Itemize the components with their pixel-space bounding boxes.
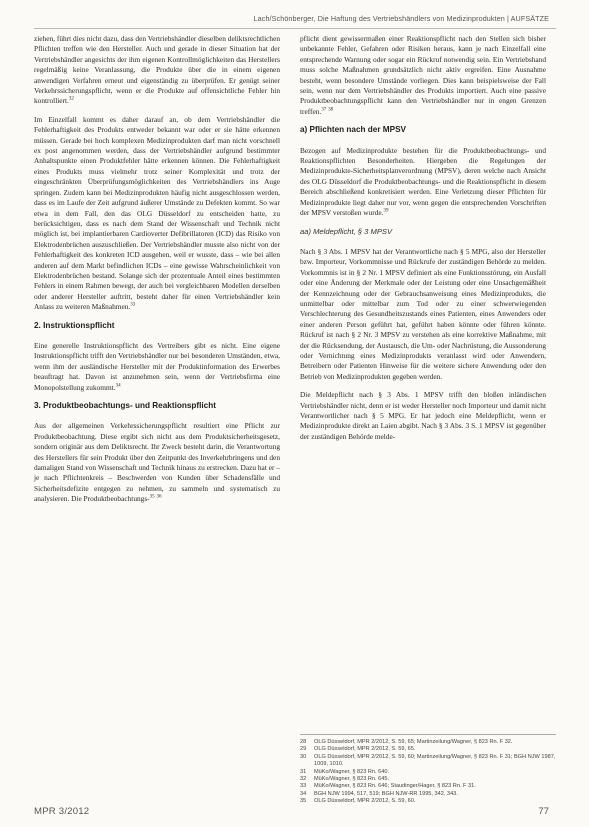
running-header: Lach/Schönberger, Die Haftung des Vertriebshändlers von Medizinprodukten | AUFSÄTZE bbox=[253, 14, 549, 23]
paragraph: Im Einzelfall kommt es daher darauf an, ob dem Vertriebshändler die Fehlerhaftigkeit des Produkts entweder bekannt war oder er sie hätte erkennen müssen. Gerade bei hoch komplexen Medizinprodukten darf man nicht vorschnell ex post angenommen werden, dass der Vertriebshändler aufgrund bestimmter Anhaltspunkte einen Produktfehler hätte erkennen können. Die Fehlerhaftigkeit eines Produkts muss vielmehr trotz seiner Komplexität und trotz der eingeschränkten Überprüfungsmöglichkeiten des Vertriebshändlers ins Auge springen. Zudem kann bei Medizinprodukten häufig nicht ausgeschlossen werden, dass es im Laufe der Zeit aufgrund äußerer Umstände zu Defekten kommt. So war etwa in dem Fall, den das OLG Düsseldorf zu entscheiden hatte, zu berücksichtigen, dass es nach dem Stand der Wissenschaft und Technik nicht möglich ist, bei implantierbaren Cardioverter Defibrillatoren (ICD) das Risiko von Elektrodenbrüchen auszuschließen. Der Vertriebshändler musste also nicht von der Fehlerhaftigkeit des konkreten ICD ausgehen, weil er wusste, dass – wie bei allen anderen auf dem Markt befindlichen ICDs – eine gewisse Wahrscheinlichkeit von Elektrodenbrüchen bestand. Solange sich der prozentuale Anteil eines bestimmten Fehlers in einem Rahmen bewegt, der auch bei vergleichbaren Modellen derselben oder anderer Hersteller auftritt, besteht daher für einen Vertriebshändler kein Anlass zu weiteren Maßnahmen.$^{33}$ bbox=[34, 114, 280, 312]
paragraph: Nach § 3 Abs. 1 MPSV hat der Verantwortliche nach § 5 MPG, also der Hersteller bzw. Importeur, Vorkommnisse und Rückrufe der zuständigen Behörde zu melden. Vorkommnis ist in § 2 Nr. 1 MPSV definiert als eine Funktionsstörung, ein Ausfall oder eine Änderung der Merkmale oder der Leistung oder eine Unsachgemäßheit der Kennzeichnung oder der Gebrauchsanweisung eines Medizinprodukts, die unmittelbar oder mittelbar zum Tod oder zu einer schwerwiegenden Verschlechterung des Gesundheitszustands eines Patienten, eines Anwenders oder einer anderen Person geführt hat, geführt haben könnte oder führen könnte. Rückruf ist nach § 2 Nr. 3 MPSV zu verstehen als eine korrektive Maßnahme, mit der die Rücksendung, der Austausch, die Um- oder Nachrüstung, die Aussonderung oder Vernichtung eines Medizinprodukts veranlasst wird oder Anwendern, Betreibern oder Patienten Hinweise für die weitere sichere Anwendung oder den Betrieb von Medizinprodukten gegeben werden. bbox=[300, 246, 546, 381]
paragraph: Aus der allgemeinen Verkehrssicherungspflicht resultiert eine Pflicht zur Produktbeobachtung. Diese ergibt sich nicht aus dem Produktsicherheitsgesetz, sondern originär aus dem Deliktsrecht. Ihr Zweck besteht darin, die Verantwortung des Herstellers für sein Produkt über den Zeitpunkt des Inverkehrbringens und den damaligen Stand von Wissenschaft und Technik hinaus zu erstrecken. Dazu hat er – je nach Pflichtenkreis – Beschwerden von Kunden über Schadensfälle und Sicherheitsdefizite entgegen zu nehmen, zu sammeln und systematisch zu analysieren. Die Produktbeobachtungs-$^{35}$ $^{36}$ bbox=[34, 421, 280, 504]
paragraph: Eine generelle Instruktionspflicht des Vertreibers gibt es nicht. Eine eigene Instruktionspflicht trifft den Vertriebshändler nur bei besonderen Umständen, etwa, wenn ihm der ausländische Hersteller mit der Produktinformation des Erwerbes beauftragt hat. Davon ist anzunehmen sein, wenn der Vertriebsfirma eine Monopolstellung zukommt.$^{34}$ bbox=[34, 340, 280, 392]
footnote-ref[interactable]: 32 bbox=[68, 97, 74, 102]
footnote-ref[interactable]: 38 bbox=[328, 107, 334, 113]
section-heading: 2. Instruktionspflicht bbox=[34, 320, 115, 330]
subsection-heading: a) Pflichten nach der MPSV bbox=[300, 125, 407, 135]
header-rule bbox=[34, 28, 556, 29]
section-heading: 3. Produktbeobachtungs- und Reaktionspflicht bbox=[34, 401, 216, 410]
footnote-ref[interactable]: 36 bbox=[156, 494, 162, 500]
paragraph: Die Meldepflicht nach § 3 Abs. 1 MPSV trifft den bloßen inländischen Vertriebshändler nicht, denn er ist weder Hersteller noch Importeur und damit nicht Verantwortlicher nach § 5 MPG. Er hat jedoch eine Meldepflicht, wenn er Medizinprodukte direkt an Laien abgibt. Nach § 3 Abs. 3 S. 1 MPSV ist gegenüber der zuständigen Behörde melde- bbox=[300, 390, 546, 441]
footnote: 35 OLG Düsseldorf, MPR 2/2012, S. 59, 60. bbox=[300, 798, 416, 805]
paragraph: ziehen, führt dies nicht dazu, dass den Vertriebshändler dieselben deliktsrechtlichen Pflichten treffen wie den Hersteller. Auch und gerade in dieser Situation hat der Vertriebshändler angesichts der ihm eigenen Kontrollmöglichkeiten das Herstellers regelmäßig keine Veranlassung, die Produkte über die in einem eigenen anwendigen Verfahren erneut und eigenständig zu überprüfen. Er genügt seiner Verkehrssicherungspflicht, wenn er die Produkte auf offensichtliche Fehler hin kontrolliert.$^{32}$ bbox=[34, 34, 280, 106]
footnotes bbox=[300, 734, 556, 806]
left-column bbox=[34, 34, 280, 513]
footnote-ref[interactable]: 35 bbox=[149, 494, 155, 500]
footnote: 32 MüKo/Wagner, § 823 Rn. 645. bbox=[300, 776, 390, 783]
paragraph: Bezogen auf Medizinprodukte bestehen für die Produktbeobachtungs- und Reaktionspflichten Besonderheiten. Hiergeben die Regelungen der Medizinprodukte-Sicherheitsplanverordnung (MPSV), deren welche nach Ansicht des OLG Düsseldorf die Produktbeobachtungs- und die Reaktionspflicht in diesem Bereich abschließend konkretisiert werden. Eine Verletzung dieser Pflichten für Medizinprodukte liegt daher nur vor, wenn gegen die entsprechenden Vorschriften der MPSV verstoßen wurde.$^{39}$ bbox=[300, 145, 546, 218]
footnote: 30 OLG Düsseldorf, MPR 2/2012, S. 59, 60; Martinzeilung/Wagner, § 823 Rn. F 31; BGH NJW 1987, 1009, 1010. bbox=[300, 753, 556, 768]
footnote: 33 MüKo/Wagner, § 823 Rn. 646; Staudinger/Hager, § 823 Rn. F 31. bbox=[300, 783, 476, 790]
journal-issue: MPR 3/2012 bbox=[34, 806, 90, 817]
right-column bbox=[300, 34, 546, 450]
footnote-ref[interactable]: 33 bbox=[130, 302, 136, 308]
footnote-ref[interactable]: 39 bbox=[383, 208, 389, 214]
footnote: 28 OLG Düsseldorf, MPR 2/2012, S. 59, 65; Martinzeilung/Wagner, § 823 Rn. F 32. bbox=[300, 739, 513, 745]
paragraph: pflicht dient gewissermaßen einer Reaktionspflicht nach den Stellen sich bisher unbekannte Fehler, Gefahren oder Risiken heraus, kann je nach Einzelfall eine entsprechende Warnung oder sogar ein Rückruf notwendig sein. Ein Vertriebshand muss solche Maßnahmen grundsätzlich nicht aktiv ergreifen. Eine Ausnahme besteht, wenn besondere Umstände vorliegen. Dies kann beispielsweise der Fall sein, wenn nur dem Vertriebshändler des Produkts importiert. Auch eine passive Produktbeobachtungspflicht kann den Vertriebshändler nur in engen Grenzen treffen.$^{37}$ $^{38}$ bbox=[300, 34, 546, 116]
footnote: 34 BGH NJW 1994, 517, 519; BGH NJW-RR 1995, 342, 343. bbox=[300, 790, 458, 797]
page-number: 77 bbox=[538, 806, 549, 817]
subsubsection-heading: aa) Meldepflicht, § 3 MPSV bbox=[300, 226, 393, 236]
footnote-ref[interactable]: 37 bbox=[321, 107, 327, 113]
footnote: 29 OLG Düsseldorf, MPR 2/2012, S. 59, 65. bbox=[300, 746, 416, 753]
footnote-ref[interactable]: 34 bbox=[115, 383, 121, 389]
footnote: 31 MüKo/Wagner, § 823 Rn. 640. bbox=[300, 768, 390, 775]
